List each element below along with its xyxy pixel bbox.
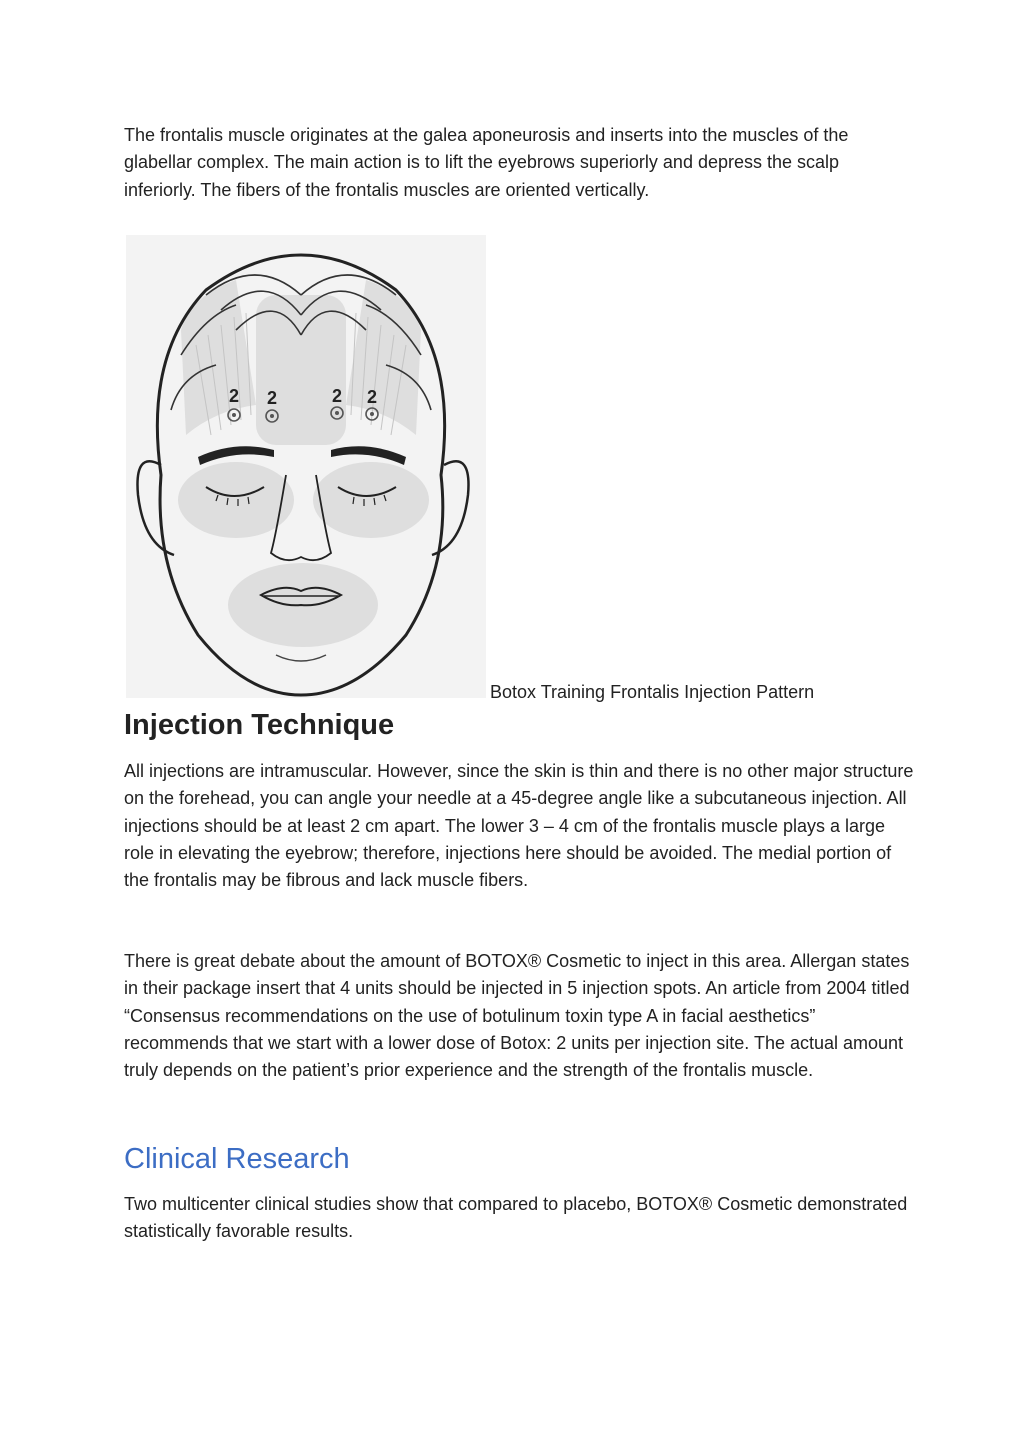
figure-caption: Botox Training Frontalis Injection Pattern xyxy=(490,682,815,702)
clinical-research-paragraph: Two multicenter clinical studies show that compared to placebo, BOTOX® Cosmetic demonstrated statistically favorable results. xyxy=(124,1194,908,1242)
injection-point-label: 2 xyxy=(266,388,278,408)
injection-technique-paragraph: All injections are intramuscular. However, since the skin is thin and there is no other major structure on the forehead, you can angle your needle at a 45-degree angle like a subcutaneous injection. All injections should be at least 2 cm apart. The lower 3 – 4 cm of the frontalis muscle plays a large role in elevating the eyebrow; therefore, injections here should be avoided. The medial portion of the frontalis may be fibrous and lack muscle fibers. xyxy=(124,761,914,891)
injection-technique-heading: Injection Technique xyxy=(124,709,395,741)
injection-point-label: 2 xyxy=(331,386,343,406)
injection-point-label: 2 xyxy=(228,386,240,406)
intro-paragraph: The frontalis muscle originates at the galea aponeurosis and inserts into the muscles of the glabellar complex. The main action is to lift the eyebrows superiorly and depress the scalp inferiorly. The fibers of the frontalis muscles are oriented vertically. xyxy=(124,125,849,200)
injection-point-label: 2 xyxy=(366,387,378,407)
dosage-debate-paragraph: There is great debate about the amount of BOTOX® Cosmetic to inject in this area. Allergan states in their package insert that 4 units should be injected in 5 injection spots. An article from 2004 titled “Consensus recommendations on the use of botulinum toxin type A in facial aesthetics” recommends that we start with a lower dose of Botox: 2 units per injection site. The actual amount truly depends on the patient’s prior experience and the strength of the frontalis muscle. xyxy=(124,951,910,1081)
face-injection-illustration xyxy=(126,235,486,698)
clinical-research-heading: Clinical Research xyxy=(124,1143,350,1175)
